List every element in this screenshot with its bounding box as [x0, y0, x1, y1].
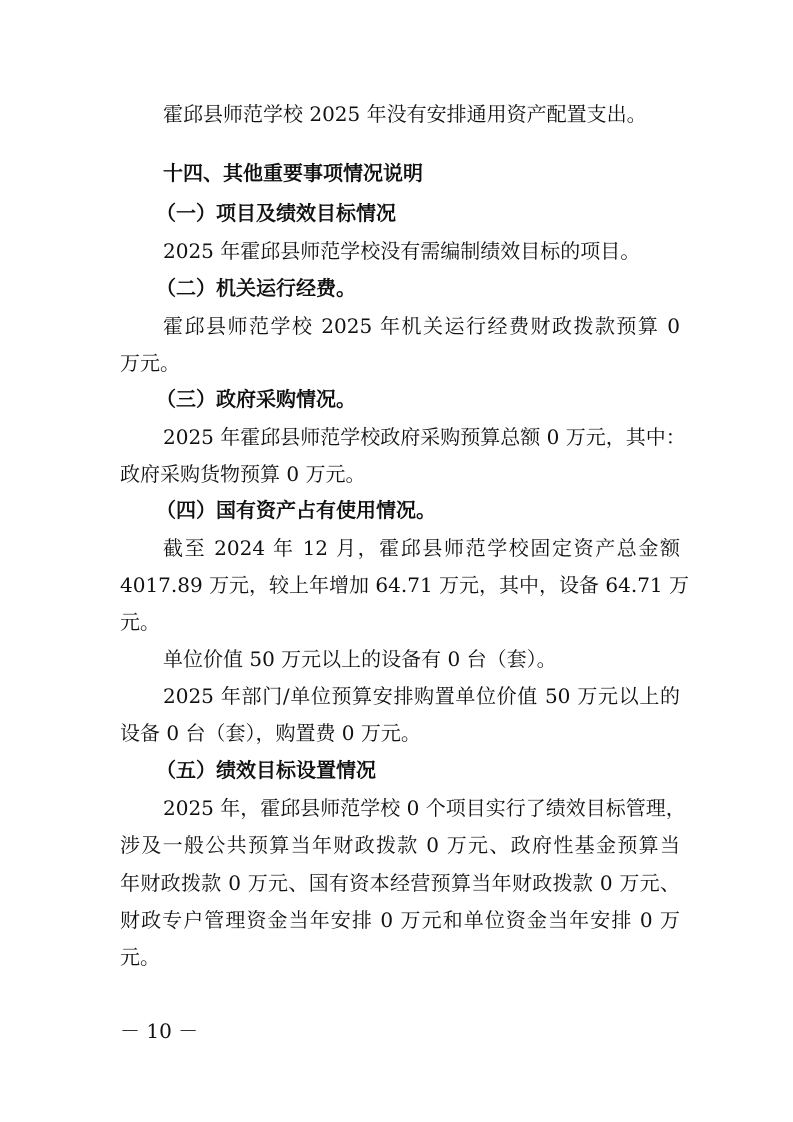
page-number: － 10 － [120, 1019, 199, 1043]
para-performance-line5: 元。 [120, 945, 160, 969]
para-project-goals: 2025 年霍邱县师范学校没有需编制绩效目标的项目。 [163, 239, 641, 263]
para-procurement-line1: 2025 年霍邱县师范学校政府采购预算总额 0 万元，其中： [163, 425, 686, 449]
para-state-assets-line2: 4017.89 万元，较上年增加 64.71 万元，其中，设备 64.71 万 [120, 573, 690, 597]
subheading-state-assets: （四）国有资产占有使用情况。 [156, 498, 436, 522]
section-heading-14: 十四、其他重要事项情况说明 [163, 161, 423, 185]
para-asset-config: 霍邱县师范学校 2025 年没有安排通用资产配置支出。 [163, 102, 647, 126]
para-state-assets-line3: 元。 [120, 610, 160, 634]
para-equipment-purchase-line2: 设备 0 台（套），购置费 0 万元。 [120, 721, 421, 745]
subheading-performance-goals: （五）绩效目标设置情况 [156, 758, 376, 782]
subheading-procurement: （三）政府采购情况。 [156, 387, 356, 411]
para-operating-funds-line1: 霍邱县师范学校 2025 年机关运行经费财政拨款预算 0 [163, 314, 680, 338]
para-operating-funds-line2: 万元。 [120, 351, 180, 375]
para-equipment-purchase-line1: 2025 年部门/单位预算安排购置单位价值 50 万元以上的 [163, 684, 680, 708]
para-performance-line3: 年财政拨款 0 万元、国有资本经营预算当年财政拨款 0 万元、 [120, 871, 680, 895]
para-procurement-line2: 政府采购货物预算 0 万元。 [120, 462, 366, 486]
para-performance-line4: 财政专户管理资金当年安排 0 万元和单位资金当年安排 0 万 [120, 908, 680, 932]
para-equipment-count: 单位价值 50 万元以上的设备有 0 台（套）。 [163, 647, 557, 671]
para-state-assets-line1: 截至 2024 年 12 月，霍邱县师范学校固定资产总金额 [163, 536, 680, 560]
para-performance-line2: 涉及一般公共预算当年财政拨款 0 万元、政府性基金预算当 [120, 833, 680, 857]
subheading-project-goals: （一）项目及绩效目标情况 [156, 201, 396, 225]
para-performance-line1: 2025 年，霍邱县师范学校 0 个项目实行了绩效目标管理， [163, 796, 686, 820]
subheading-operating-funds: （二）机关运行经费。 [156, 276, 356, 300]
